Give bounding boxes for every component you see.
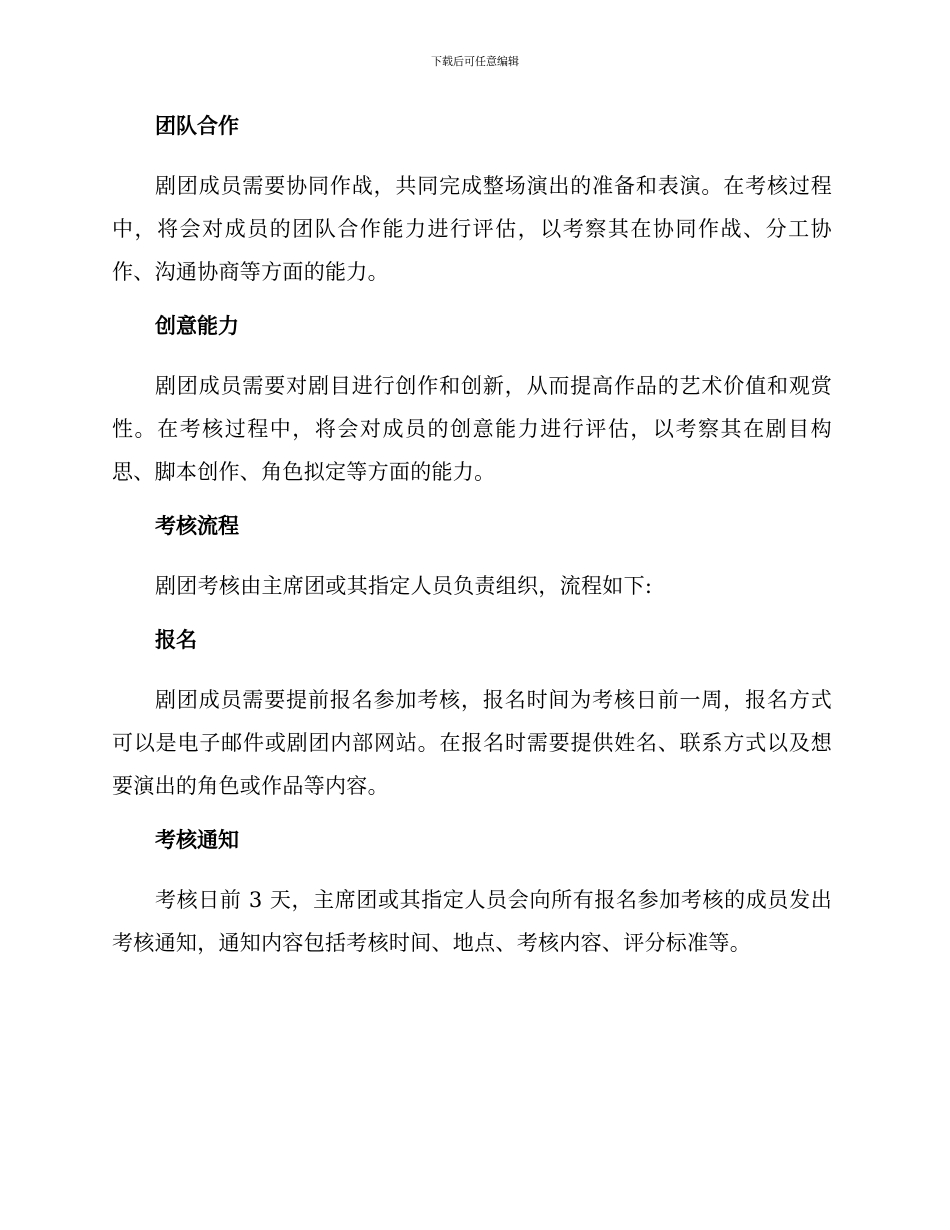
document-body: [112, 108, 832, 979]
section-heading-assessment-process: 考核流程: [155, 514, 239, 538]
section-paragraph-assessment-process: 剧团考核由主席团或其指定人员负责组织，流程如下:: [155, 574, 653, 598]
section-heading-registration: 报名: [155, 628, 197, 652]
section-paragraph-team-cooperation: 剧团成员需要协同作战，共同完成整场演出的准备和表演。在考核过程中，将会对成员的团队合作能力进行评估，以考察其在协同作战、分工协作、沟通协商等方面的能力。: [112, 174, 832, 284]
section-heading-team-cooperation: 团队合作: [155, 114, 239, 138]
section-paragraph-creativity: 剧团成员需要对剧目进行创作和创新，从而提高作品的艺术价值和观赏性。在考核过程中，将会对成员的创意能力进行评估，以考察其在剧目构思、脚本创作、角色拟定等方面的能力。: [112, 374, 832, 484]
section-paragraph-assessment-notice: 考核日前 3 天，主席团或其指定人员会向所有报名参加考核的成员发出考核通知，通知内容包括考核时间、地点、考核内容、评分标准等。: [112, 888, 832, 955]
section-paragraph-registration: 剧团成员需要提前报名参加考核，报名时间为考核日前一周，报名方式可以是电子邮件或剧团内部网站。在报名时需要提供姓名、联系方式以及想要演出的角色或作品等内容。: [112, 688, 832, 798]
page-header: 下载后可任意编辑: [431, 55, 519, 68]
section-heading-creativity: 创意能力: [155, 314, 239, 338]
section-heading-assessment-notice: 考核通知: [155, 828, 239, 852]
